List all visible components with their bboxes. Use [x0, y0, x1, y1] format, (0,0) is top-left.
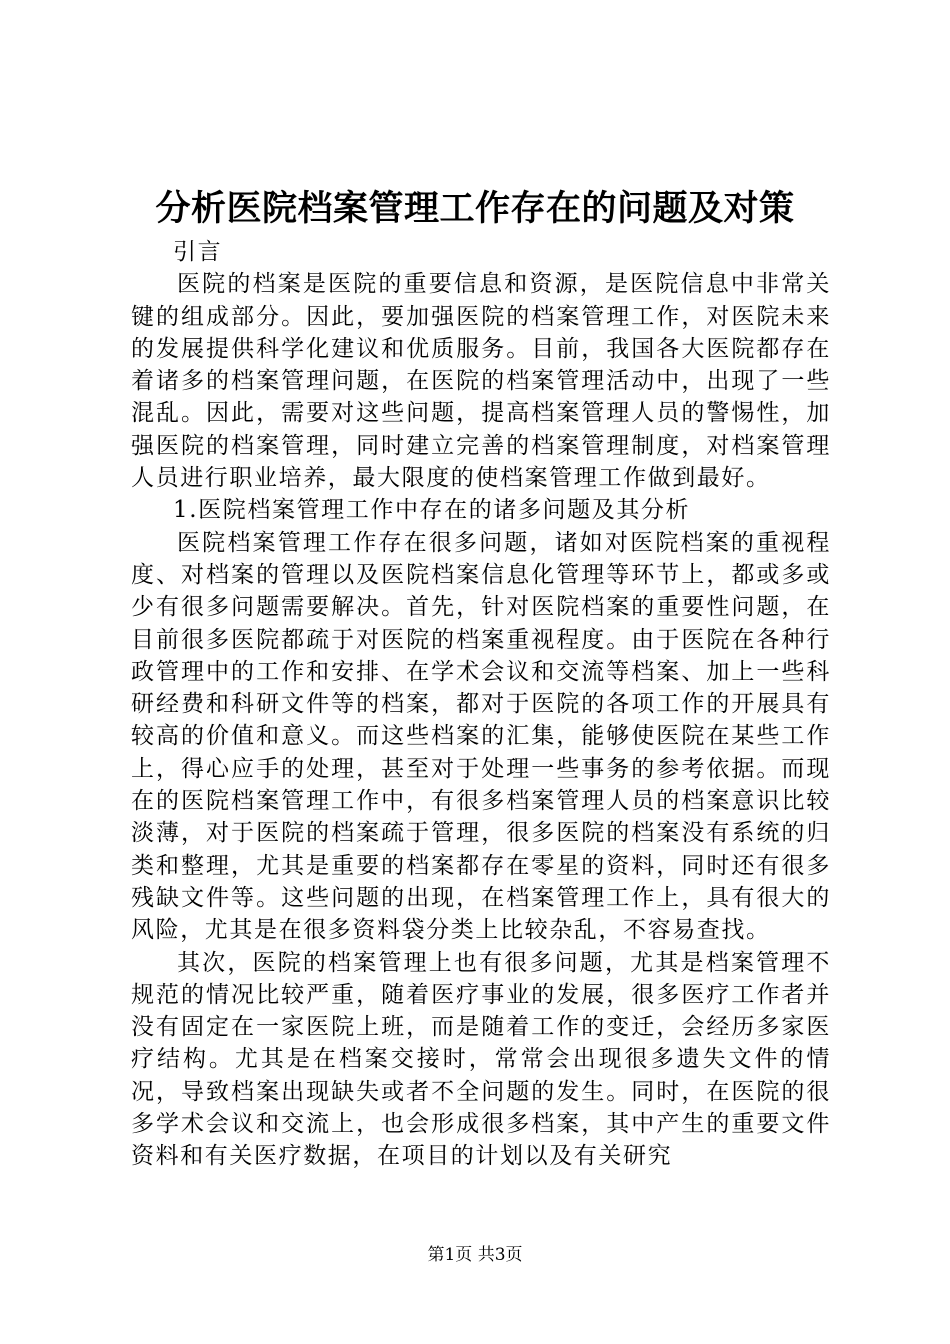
- section-heading-intro: 引言: [173, 239, 223, 265]
- paragraph-secondly: 其次，医院的档案管理上也有很多问题，尤其是档案管理不规范的情况比较严重，随着医疗事业的发展，很多医疗工作者并没有固定在一家医院上班，而是随着工作的变迁，会经历多家医疗结构。尤其是在档案交接时，常常会出现很多遗失文件的情况，导致档案出现缺失或者不全问题的发生。同时，在医院的很多学术会议和交流上，也会形成很多档案，其中产生的重要文件资料和有关医疗数据，在项目的计划以及有关研究: [131, 949, 831, 1170]
- paragraph-intro: 医院的档案是医院的重要信息和资源，是医院信息中非常关键的组成部分。因此，要加强医院的档案管理工作，对医院未来的发展提供科学化建议和优质服务。目前，我国各大医院都存在着诸多的档案管理问题，在医院的档案管理活动中，出现了一些混乱。因此，需要对这些问题，提高档案管理人员的警惕性，加强医院的档案管理，同时建立完善的档案管理制度，对档案管理人员进行职业培养，最大限度的使档案管理工作做到最好。: [131, 271, 831, 492]
- page-footer: 第1页 共3页: [427, 1245, 523, 1265]
- document-body: [131, 236, 831, 1173]
- paragraph-problems: 医院档案管理工作存在很多问题，诸如对医院档案的重视程度、对档案的管理以及医院档案信息化管理等环节上，都或多或少有很多问题需要解决。首先，针对医院档案的重要性问题，在目前很多医院都疏于对医院的档案重视程度。由于医院在各种行政管理中的工作和安排、在学术会议和交流等档案、加上一些科研经费和科研文件等的档案，都对于医院的各项工作的开展具有较高的价值和意义。而这些档案的汇集，能够使医院在某些工作上，得心应手的处理，甚至对于处理一些事务的参考依据。而现在的医院档案管理工作中，有很多档案管理人员的档案意识比较淡薄，对于医院的档案疏于管理，很多医院的档案没有系统的归类和整理，尤其是重要的档案都存在零星的资料，同时还有很多残缺文件等。这些问题的出现，在档案管理工作上，具有很大的风险，尤其是在很多资料袋分类上比较杂乱，不容易查找。: [131, 529, 831, 944]
- section-heading-problems: 1.医院档案管理工作中存在的诸多问题及其分析: [173, 497, 691, 524]
- document-title: 分析医院档案管理工作存在的问题及对策: [155, 188, 795, 229]
